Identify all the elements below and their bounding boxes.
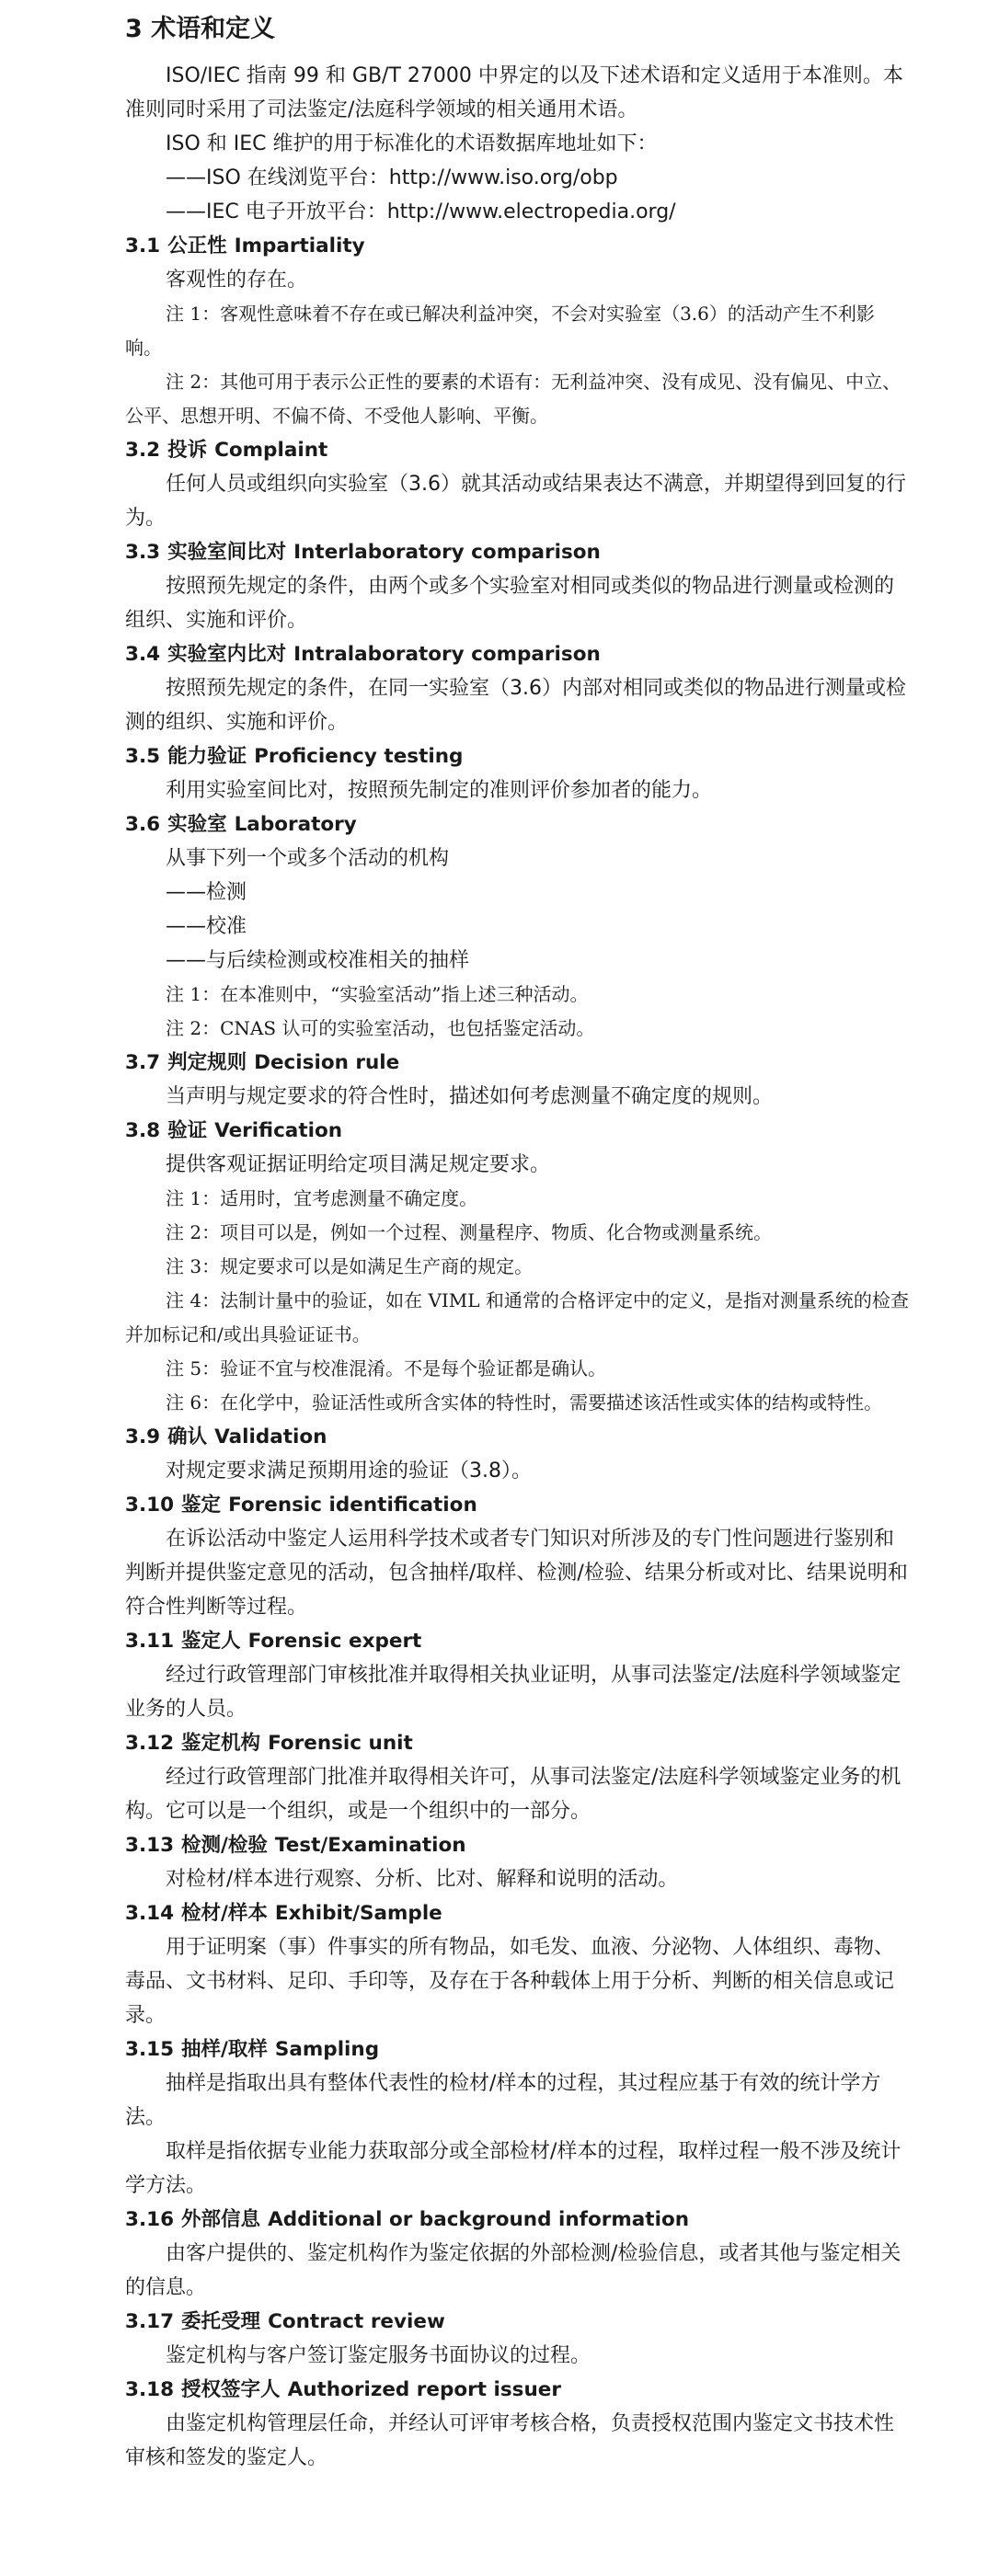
term-list — [125, 229, 911, 2475]
term-definition: 经过行政管理部门审核批准并取得相关执业证明，从事司法鉴定/法庭科学领域鉴定业务的人员。 — [125, 1664, 901, 1721]
term-definition: 对规定要求满足预期用途的验证（3.8）。 — [166, 1460, 532, 1483]
term-number: 3.12 — [125, 1732, 175, 1755]
term-english-name: Authorized report issuer — [287, 2378, 561, 2401]
term-english-name: Exhibit/Sample — [274, 1902, 442, 1925]
term-definition: 利用实验室间比对，按照预先制定的准则评价参加者的能力。 — [166, 779, 713, 802]
term-number: 3.3 — [125, 541, 161, 564]
term-number: 3.4 — [125, 643, 161, 666]
term-english-name: Intralaboratory comparison — [293, 643, 601, 666]
term-heading — [125, 535, 911, 569]
term-chinese-name: 实验室 — [167, 813, 227, 836]
term-english-name: Validation — [214, 1425, 327, 1448]
term-heading — [125, 807, 911, 841]
term-entry — [125, 1046, 911, 1114]
term-entry — [125, 1488, 911, 1624]
term-definition: 按照预先规定的条件，由两个或多个实验室对相同或类似的物品进行测量或检测的组织、实施和评价。 — [125, 575, 895, 632]
term-entry — [125, 1624, 911, 1726]
term-definition: 对检材/样本进行观察、分析、比对、解释和说明的活动。 — [166, 1868, 679, 1891]
term-list-item: ——校准 — [166, 915, 247, 938]
term-list-item: ——与后续检测或校准相关的抽样 — [166, 949, 470, 972]
term-heading — [125, 1488, 911, 1522]
term-entry — [125, 229, 911, 433]
term-definition: 由鉴定机构管理层任命，并经认可评审考核合格，负责授权范围内鉴定文书技术性审核和签发的鉴定人。 — [125, 2412, 895, 2469]
term-note: 注 4：法制计量中的验证，如在 VIML 和通常的合格评定中的定义，是指对测量系统的检查并加标记和/或出具验证证书。 — [125, 1289, 909, 1345]
term-number: 3.6 — [125, 813, 161, 836]
term-note: 注 1：适用时，宜考虑测量不确定度。 — [166, 1187, 478, 1209]
term-heading — [125, 2305, 911, 2339]
term-number: 3.9 — [125, 1425, 161, 1448]
term-note: 注 1：客观性意味着不存在或已解决利益冲突，不会对实验室（3.6）的活动产生不利影响。 — [125, 303, 875, 359]
term-number: 3.18 — [125, 2378, 175, 2401]
term-number: 3.17 — [125, 2310, 175, 2333]
term-note: 注 2：其他可用于表示公正性的要素的术语有：无利益冲突、没有成见、没有偏见、中立、公平、思想开明、不偏不倚、不受他人影响、平衡。 — [125, 371, 901, 427]
term-english-name: Interlaboratory comparison — [293, 541, 601, 564]
term-heading — [125, 739, 911, 773]
intro-paragraph: ISO/IEC 指南 99 和 GB/T 27000 中界定的以及下述术语和定义适用于本准则。本准则同时采用了司法鉴定/法庭科学领域的相关通用术语。 — [125, 64, 903, 121]
term-heading — [125, 1828, 911, 1862]
term-definition: 用于证明案（事）件事实的所有物品，如毛发、血液、分泌物、人体组织、毒物、毒品、文书材料、足印、手印等，及存在于各种载体上用于分析、判断的相关信息或记录。 — [125, 1936, 895, 2027]
term-entry — [125, 2373, 911, 2475]
term-number: 3.13 — [125, 1834, 175, 1857]
term-heading — [125, 1046, 911, 1080]
term-heading — [125, 1114, 911, 1148]
term-number: 3.7 — [125, 1051, 161, 1074]
term-heading — [125, 433, 911, 467]
term-english-name: Impartiality — [234, 235, 365, 258]
term-definition: 按照预先规定的条件，在同一实验室（3.6）内部对相同或类似的物品进行测量或检测的组织、实施和评价。 — [125, 677, 906, 734]
term-definition: 当声明与规定要求的符合性时，描述如何考虑测量不确定度的规则。 — [166, 1085, 774, 1108]
term-english-name: Laboratory — [234, 813, 357, 836]
term-chinese-name: 实验室间比对 — [167, 541, 287, 564]
term-chinese-name: 投诉 — [167, 439, 208, 462]
term-chinese-name: 鉴定机构 — [181, 1732, 261, 1755]
term-english-name: Sampling — [274, 2038, 380, 2061]
term-english-name: Forensic identification — [228, 1494, 477, 1517]
term-heading — [125, 229, 911, 263]
term-definition: 由客户提供的、鉴定机构作为鉴定依据的外部检测/检验信息，或者其他与鉴定相关的信息。 — [125, 2242, 901, 2299]
term-number: 3.14 — [125, 1902, 175, 1925]
term-entry — [125, 2305, 911, 2373]
intro-paragraph: ISO 和 IEC 维护的用于标准化的术语数据库地址如下： — [166, 132, 658, 155]
term-note: 注 2：CNAS 认可的实验室活动，也包括鉴定活动。 — [166, 1017, 595, 1039]
intro-section — [125, 59, 911, 229]
term-chinese-name: 抽样/取样 — [181, 2038, 268, 2061]
term-entry — [125, 2032, 911, 2203]
term-entry — [125, 535, 911, 637]
term-chinese-name: 授权签字人 — [181, 2378, 281, 2401]
term-definition: 经过行政管理部门批准并取得相关许可，从事司法鉴定/法庭科学领域鉴定业务的机构。它可以是一个组织，或是一个组织中的一部分。 — [125, 1766, 901, 1823]
term-entry — [125, 1114, 911, 1420]
term-entry — [125, 739, 911, 807]
term-chinese-name: 委托受理 — [181, 2310, 261, 2333]
term-heading — [125, 1624, 911, 1658]
term-english-name: Decision rule — [254, 1051, 400, 1074]
term-entry — [125, 2203, 911, 2305]
term-definition: 客观性的存在。 — [166, 269, 308, 292]
term-note: 注 1：在本准则中，“实验室活动”指上述三种活动。 — [166, 983, 589, 1005]
term-entry — [125, 1828, 911, 1896]
term-heading — [125, 1896, 911, 1930]
term-number: 3.2 — [125, 439, 161, 462]
term-heading — [125, 2373, 911, 2407]
term-note: 注 5：验证不宜与校准混淆。不是每个验证都是确认。 — [166, 1357, 607, 1380]
term-chinese-name: 鉴定人 — [181, 1630, 241, 1653]
term-entry — [125, 1896, 911, 2032]
intro-link-line: ——ISO 在线浏览平台：http://www.iso.org/obp — [166, 166, 618, 189]
term-definition: 取样是指依据专业能力获取部分或全部检材/样本的过程，取样过程一般不涉及统计学方法。 — [125, 2140, 901, 2197]
term-entry — [125, 807, 911, 1046]
term-note: 注 6：在化学中，验证活性或所含实体的特性时，需要描述该活性或实体的结构或特性。 — [166, 1391, 883, 1414]
term-heading — [125, 2032, 911, 2067]
term-entry — [125, 433, 911, 535]
term-chinese-name: 确认 — [167, 1425, 208, 1448]
term-entry — [125, 1726, 911, 1828]
term-english-name: Additional or background information — [268, 2208, 690, 2231]
term-note: 注 2：项目可以是，例如一个过程、测量程序、物质、化合物或测量系统。 — [166, 1221, 773, 1243]
term-note: 注 3：规定要求可以是如满足生产商的规定。 — [166, 1255, 534, 1277]
term-entry — [125, 1420, 911, 1488]
term-chinese-name: 检测/检验 — [181, 1834, 268, 1857]
term-list-item: ——检测 — [166, 881, 247, 904]
term-chinese-name: 能力验证 — [167, 745, 247, 768]
term-chinese-name: 检材/样本 — [181, 1902, 268, 1925]
term-number: 3.8 — [125, 1119, 161, 1142]
term-definition: 任何人员或组织向实验室（3.6）就其活动或结果表达不满意，并期望得到回复的行为。 — [125, 473, 906, 530]
section-title: 3 术语和定义 — [125, 15, 276, 43]
term-english-name: Forensic expert — [247, 1630, 422, 1653]
term-number: 3.5 — [125, 745, 161, 768]
term-heading — [125, 637, 911, 671]
term-number: 3.1 — [125, 235, 161, 258]
term-english-name: Complaint — [214, 439, 328, 462]
term-chinese-name: 实验室内比对 — [167, 643, 287, 666]
term-number: 3.15 — [125, 2038, 175, 2061]
term-definition: 提供客观证据证明给定项目满足规定要求。 — [166, 1153, 551, 1176]
term-english-name: Contract review — [268, 2310, 445, 2333]
term-chinese-name: 判定规则 — [167, 1051, 247, 1074]
term-definition: 抽样是指取出具有整体代表性的检材/样本的过程，其过程应基于有效的统计学方法。 — [125, 2072, 881, 2129]
term-definition: 鉴定机构与客户签订鉴定服务书面协议的过程。 — [166, 2344, 591, 2367]
term-number: 3.10 — [125, 1494, 175, 1517]
term-heading — [125, 1420, 911, 1454]
term-number: 3.11 — [125, 1630, 175, 1653]
term-number: 3.16 — [125, 2208, 175, 2231]
term-english-name: Verification — [214, 1119, 343, 1142]
term-definition: 在诉讼活动中鉴定人运用科学技术或者专门知识对所涉及的专门性问题进行鉴别和判断并提供鉴定意见的活动，包含抽样/取样、检测/检验、结果分析或对比、结果说明和符合性判断等过程。 — [125, 1528, 908, 1619]
term-chinese-name: 鉴定 — [181, 1494, 222, 1517]
term-english-name: Test/Examination — [274, 1834, 466, 1857]
term-chinese-name: 验证 — [167, 1119, 208, 1142]
intro-link-line: ——IEC 电子开放平台：http://www.electropedia.org/ — [166, 200, 676, 223]
term-heading — [125, 1726, 911, 1760]
term-chinese-name: 公正性 — [167, 235, 227, 258]
term-heading — [125, 2203, 911, 2237]
term-english-name: Forensic unit — [268, 1732, 413, 1755]
term-definition: 从事下列一个或多个活动的机构 — [166, 847, 450, 870]
term-english-name: Proficiency testing — [254, 745, 464, 768]
term-chinese-name: 外部信息 — [181, 2208, 261, 2231]
term-entry — [125, 637, 911, 739]
